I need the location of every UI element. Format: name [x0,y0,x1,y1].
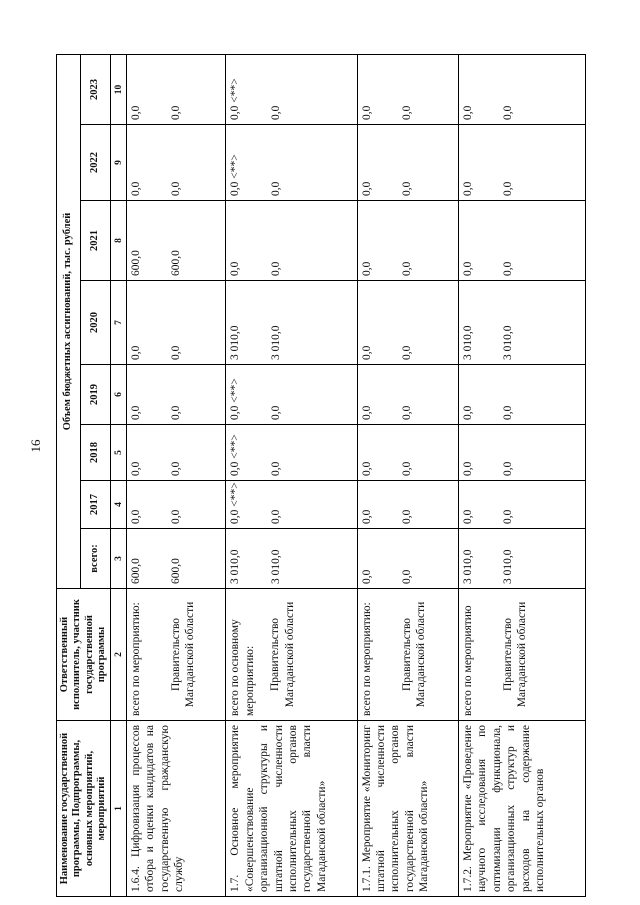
header-year: 2019 [81,365,111,425]
amount-year-cell [127,201,226,281]
amount-year-cell [357,201,459,281]
amount-government: 0,0 [502,181,515,196]
amount-all: 0,0 [360,261,373,276]
amount-all: 600,0 [130,250,142,276]
amount-year-cell [226,201,357,281]
column-number: 7 [111,281,127,365]
amount-year-cell [127,481,226,529]
amount-government: 0,0 [269,405,282,420]
amount-year-cell [226,281,357,365]
amount-government: 0,0 [170,509,183,524]
amount-government: 0,0 [170,461,183,476]
amount-government: 600,0 [170,558,183,584]
amount-total-cell [127,529,226,589]
amount-government: 0,0 [170,345,183,360]
amount-year-cell [459,481,586,529]
amount-all: 3 010,0 [462,549,475,584]
amount-all: 0,0 [360,569,373,584]
amount-all: 0,0 <**> [229,434,242,476]
amount-government: 0,0 [502,405,515,420]
amount-all: 0,0 <**> [229,482,242,524]
amount-all: 0,0 [130,105,142,120]
amount-government: 0,0 [269,509,282,524]
header-name: Наименование государственной программы, Подпрограммы, основных мероприятий, мероприятий [57,721,111,897]
page-number: 16 [28,439,43,453]
amount-government: 3 010,0 [502,549,515,584]
row-responsible [459,589,586,721]
amount-all: 0,0 [360,181,373,196]
amount-year-cell [459,425,586,481]
budget-table [56,54,586,897]
row-name: 1.7.2. Мероприятие «Проведение научного исследования по оптимизации функционала, организационных структур и расходов на содержание исполнительных органов [459,721,586,897]
header-budget: Объем бюджетных ассигнований, тыс. рублей [57,54,81,588]
amount-total-cell [226,529,357,589]
table-row [357,54,459,896]
amount-year-cell [226,125,357,201]
column-number: 8 [111,201,127,281]
header-year: 2020 [81,281,111,365]
header-year: 2022 [81,125,111,201]
amount-year-cell [357,281,459,365]
amount-year-cell [357,425,459,481]
table-row [459,54,586,896]
column-number: 4 [111,481,127,529]
amount-government: 0,0 [400,105,413,120]
amount-year-cell [127,281,226,365]
table-row [226,54,357,896]
amount-year-cell [459,281,586,365]
amount-year-cell [357,365,459,425]
amount-year-cell [459,365,586,425]
amount-government: 0,0 [400,181,413,196]
amount-government: 0,0 [400,569,413,584]
amount-government: 0,0 [269,261,282,276]
amount-government: 600,0 [170,250,183,276]
column-number: 3 [111,529,127,589]
amount-all: 0,0 [360,461,373,476]
amount-government: 0,0 [269,181,282,196]
header-responsible: Ответственный исполнитель, участник государственной программы [57,589,111,721]
row-name: 1.7.1. Мероприятие «Мониторинг штатной численности исполнительных органов государственной власти Магаданской области» [357,721,459,897]
amount-year-cell [357,481,459,529]
row-name: 1.7. Основное мероприятие «Совершенствование организационной структуры и штатной численности исполнительных органов государственной власти Магаданской области» [226,721,357,897]
column-number: 10 [111,54,127,124]
amount-year-cell [226,425,357,481]
amount-government: 0,0 [400,261,413,276]
amount-all: 0,0 <**> [229,78,242,120]
amount-government: 0,0 [502,461,515,476]
amount-all: 0,0 [462,261,475,276]
responsible-executor: Правительство Магаданской области [400,601,427,708]
amount-government: 0,0 [400,405,413,420]
amount-all: 0,0 [462,461,475,476]
header-year: 2021 [81,201,111,281]
amount-all: 0,0 [130,461,142,476]
amount-year-cell [127,365,226,425]
amount-all: 3 010,0 [229,325,242,360]
amount-year-cell [127,425,226,481]
row-name: 1.6.4. Цифровизация процессов отбора и оценки кандидатов на государственную гражданскую службу [127,721,226,897]
header-year: 2018 [81,425,111,481]
amount-year-cell [459,54,586,124]
responsible-total-label: всего по мероприятию: [360,602,373,716]
responsible-executor: Правительство Магаданской области [170,601,197,708]
amount-all: 600,0 [130,558,142,584]
responsible-total-label: всего по основному мероприятию: [229,619,256,716]
amount-all: 0,0 [130,509,142,524]
amount-all: 3 010,0 [462,325,475,360]
amount-year-cell [127,125,226,201]
amount-all: 0,0 [462,181,475,196]
amount-government: 3 010,0 [269,325,282,360]
amount-year-cell [226,54,357,124]
responsible-total-label: всего по мероприятию [462,605,475,716]
column-number: 6 [111,365,127,425]
amount-government: 3 010,0 [502,325,515,360]
amount-government: 0,0 [269,461,282,476]
amount-year-cell [127,54,226,124]
column-number: 5 [111,425,127,481]
amount-government: 0,0 [269,105,282,120]
amount-government: 0,0 [400,461,413,476]
amount-all: 0,0 [360,105,373,120]
amount-government: 0,0 [400,345,413,360]
amount-total-cell [357,529,459,589]
amount-government: 0,0 [170,405,183,420]
amount-government: 0,0 [502,509,515,524]
amount-year-cell [226,365,357,425]
amount-all: 0,0 [360,405,373,420]
responsible-total-label: всего по мероприятию: [130,602,142,716]
amount-total-cell [459,529,586,589]
amount-year-cell [459,201,586,281]
amount-all: 0,0 [462,405,475,420]
amount-government: 0,0 [170,105,183,120]
amount-all: 0,0 [229,261,242,276]
column-number: 1 [111,721,127,897]
amount-government: 0,0 [400,509,413,524]
amount-government: 0,0 [170,181,183,196]
amount-year-cell [357,125,459,201]
amount-all: 3 010,0 [229,549,242,584]
amount-all: 0,0 [462,105,475,120]
row-responsible [226,589,357,721]
amount-year-cell [459,125,586,201]
amount-all: 0,0 [130,405,142,420]
header-year: 2017 [81,481,111,529]
numbering-row [111,54,127,896]
amount-government: 0,0 [502,105,515,120]
responsible-executor: Правительство Магаданской области [502,601,529,708]
amount-government: 0,0 [502,261,515,276]
row-responsible [127,589,226,721]
header-total: всего: [81,529,111,589]
table-row [127,54,226,896]
amount-all: 0,0 [360,345,373,360]
amount-all: 0,0 <**> [229,154,242,196]
amount-government: 3 010,0 [269,549,282,584]
amount-all: 0,0 [462,509,475,524]
amount-year-cell [226,481,357,529]
amount-all: 0,0 <**> [229,378,242,420]
rotated-table-container [56,55,586,897]
amount-year-cell [357,54,459,124]
amount-all: 0,0 [130,345,142,360]
row-responsible [357,589,459,721]
header-year: 2023 [81,54,111,124]
column-number: 9 [111,125,127,201]
responsible-executor: Правительство Магаданской области [269,601,296,708]
amount-all: 0,0 [130,181,142,196]
column-number: 2 [111,589,127,721]
amount-all: 0,0 [360,509,373,524]
